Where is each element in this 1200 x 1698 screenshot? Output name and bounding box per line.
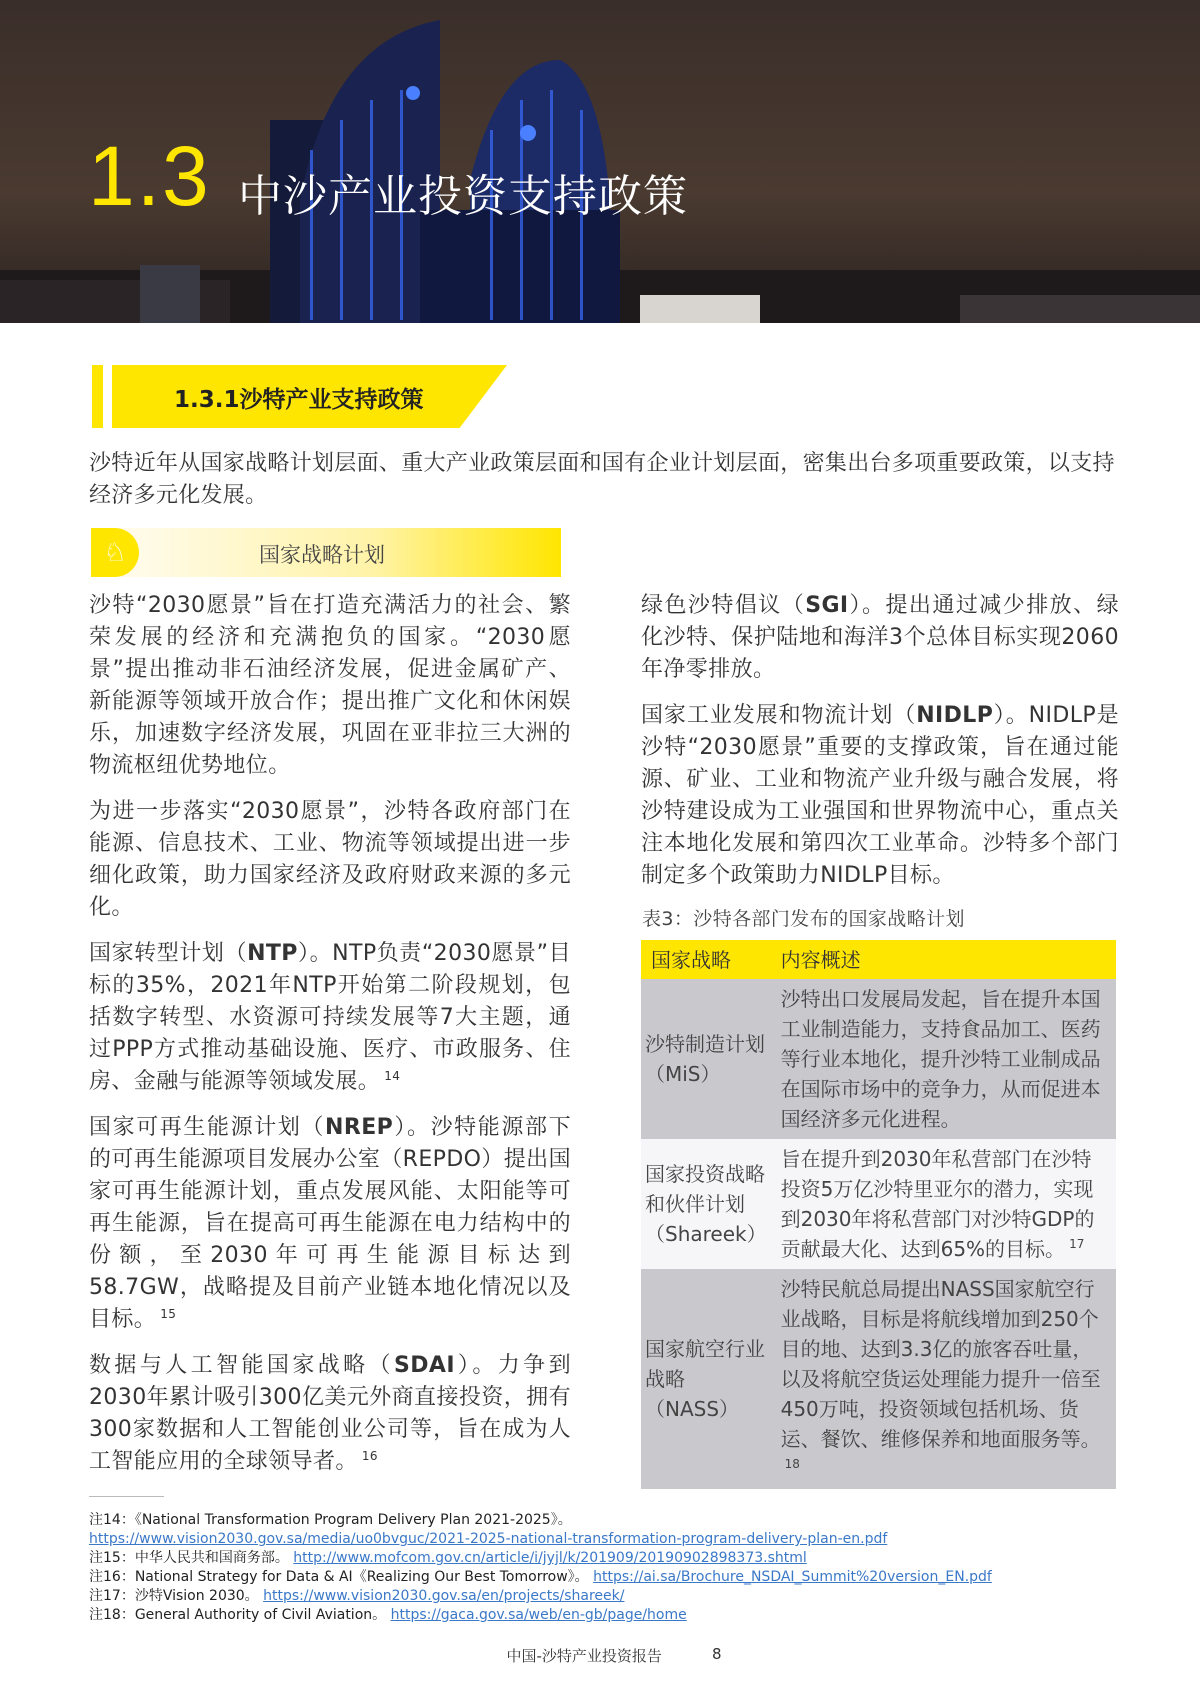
main-content bbox=[89, 590, 1119, 1666]
footnote-ref[interactable]: 17 bbox=[1069, 1237, 1085, 1251]
footnote-18: 注18：General Authority of Civil Aviation。 https://gaca.gov.sa/web/en-gb/page/home bbox=[89, 1607, 687, 1623]
footnote-ref[interactable]: 15 bbox=[160, 1307, 177, 1321]
footnote-link[interactable]: https://ai.sa/Brochure_NSDAI_Summit%20version_EN.pdf bbox=[593, 1569, 992, 1585]
footnote-14: 注14：《National Transformation Program Delivery Plan 2021-2025》。 bbox=[89, 1512, 572, 1528]
table-header-row bbox=[641, 940, 1116, 979]
table-row bbox=[641, 1139, 1116, 1269]
paragraph: 为进一步落实“2030愿景”，沙特各政府部门在能源、信息技术、工业、物流等领域提出进一步细化政策，助力国家经济及政府财政来源的多元化。 bbox=[89, 799, 571, 920]
strategy-description: 沙特出口发展局发起，旨在提升本国工业制造能力，支持食品加工、医药等行业本地化，提升沙特工业制成品在国际市场中的竞争力，从而促进本国经济多元化进程。 bbox=[780, 987, 1101, 1131]
strategy-description: 旨在提升到2030年私营部门在沙特投资5万亿沙特里亚尔的潜力，实现到2030年将私营部门对沙特GDP的贡献最大化、达到65%的目标。 bbox=[780, 1147, 1095, 1261]
strategy-name: 国家航空行业战略（NASS） bbox=[645, 1337, 765, 1421]
accent-bar bbox=[92, 365, 103, 428]
two-column-body bbox=[89, 590, 1119, 1492]
intro-paragraph: 沙特近年从国家战略计划层面、重大产业政策层面和国有企业计划层面，密集出台多项重要政策，以支持经济多元化发展。 bbox=[89, 451, 1115, 508]
footnote-link[interactable]: https://www.vision2030.gov.sa/media/uo0bvguc/2021-2025-national-transformation-program-delivery-plan-en.pdf bbox=[89, 1531, 888, 1547]
footnote-link[interactable]: https://www.vision2030.gov.sa/en/projects/shareek/ bbox=[263, 1588, 625, 1604]
table-row bbox=[641, 1269, 1116, 1489]
strategy-description: 沙特民航总局提出NASS国家航空行业战略，目标是将航线增加到250个目的地、达到3.3亿的旅客吞吐量，以及将航空货运处理能力提升一倍至450万吨，投资领域包括机场、货运、餐饮、维修保养和地面服务等。 bbox=[780, 1277, 1101, 1451]
footnote-17: 注17：沙特Vision 2030。 https://www.vision2030.gov.sa/en/projects/shareek/ bbox=[89, 1588, 625, 1604]
paragraph-sgi: 绿色沙特倡议（SGI）。提出通过减少排放、绿化沙特、保护陆地和海洋3个总体目标实现2060年净零排放。 bbox=[641, 593, 1119, 682]
footnote-link[interactable]: https://gaca.gov.sa/web/en-gb/page/home bbox=[390, 1607, 687, 1623]
page-number: 8 bbox=[711, 1645, 722, 1663]
footnote-ref[interactable]: 14 bbox=[384, 1069, 401, 1083]
section-heading bbox=[92, 365, 512, 428]
footnote-15: 注15：中华人民共和国商务部。 http://www.mofcom.gov.cn/article/i/jyjl/k/201909/20190902898373.shtml bbox=[89, 1550, 807, 1566]
left-column bbox=[89, 590, 571, 1492]
page-footer bbox=[89, 1645, 1119, 1666]
hero-banner bbox=[0, 0, 1200, 323]
footnote-divider bbox=[89, 1496, 164, 1497]
chapter-number: 1.3 bbox=[88, 129, 211, 223]
subsection-title: 国家战略计划 bbox=[259, 543, 385, 567]
column-header: 国家战略 bbox=[641, 940, 771, 979]
strategy-name: 沙特制造计划（MiS） bbox=[645, 1032, 765, 1086]
paragraph-nrep: 国家可再生能源计划（NREP）。沙特能源部下的可再生能源项目发展办公室（REPDO）提出国家可再生能源计划，重点发展风能、太阳能等可再生能源，旨在提高可再生能源在电力结构中的份额，至2030年可再生能源目标达到58.7GW，战略提及目前产业链本地化情况以及目标。 $^{15}$ bbox=[89, 1115, 571, 1332]
footnote-ref[interactable]: 16 bbox=[361, 1449, 378, 1463]
footer-title: 中国-沙特产业投资报告 bbox=[506, 1647, 662, 1665]
footnote-ref[interactable]: 18 bbox=[784, 1457, 800, 1471]
subsection-heading bbox=[91, 528, 561, 577]
paragraph-sdai: 数据与人工智能国家战略（SDAI）。力争到2030年累计吸引300亿美元外商直接投资，拥有300家数据和人工智能创业公司等，旨在成为人工智能应用的全球领导者。 $^{16}$ bbox=[89, 1353, 571, 1474]
footnote-link[interactable]: http://www.mofcom.gov.cn/article/i/jyjl/k/201909/20190902898373.shtml bbox=[293, 1550, 807, 1566]
paragraph-nidlp: 国家工业发展和物流计划（NIDLP）。NIDLP是沙特“2030愿景”重要的支撑政策，旨在通过能源、矿业、工业和物流产业升级与融合发展，将沙特建设成为工业强国和世界物流中心，重点关注本地化发展和第四次工业革命。沙特多个部门制定多个政策助力NIDLP目标。 bbox=[641, 703, 1119, 888]
column-header: 内容概述 bbox=[771, 940, 1116, 979]
right-column bbox=[641, 590, 1119, 1489]
knight-chess-icon: ♘ bbox=[91, 528, 139, 577]
paragraph: 沙特“2030愿景”旨在打造充满活力的社会、繁荣发展的经济和充满抱负的国家。“2030愿景”提出推动非石油经济发展，促进金属矿产、新能源等领域开放合作；提出推广文化和休闲娱乐，加速数字经济发展，巩固在亚非拉三大洲的物流枢纽优势地位。 bbox=[89, 593, 571, 778]
footnotes bbox=[89, 1511, 1119, 1625]
section-title: 1.3.1沙特产业支持政策 bbox=[174, 387, 424, 413]
table-row bbox=[641, 979, 1116, 1139]
strategy-name: 国家投资战略和伙伴计划（Shareek） bbox=[645, 1162, 767, 1246]
strategy-table bbox=[641, 940, 1116, 1489]
footnote-14-link-line bbox=[89, 1530, 1119, 1549]
table-caption: 表3：沙特各部门发布的国家战略计划 bbox=[642, 908, 965, 930]
paragraph-ntp: 国家转型计划（NTP）。NTP负责“2030愿景”目标的35%，2021年NTP开始第二阶段规划，包括数字转型、水资源可持续发展等7大主题，通过PPP方式推动基础设施、医疗、市政服务、住房、金融与能源等领域发展。 $^{14}$ bbox=[89, 941, 571, 1094]
footnote-16: 注16：National Strategy for Data & AI《Realizing Our Best Tomorrow》。 https://ai.sa/Brochure_NSDAI_Summit%20version_EN.pdf bbox=[89, 1569, 992, 1585]
chapter-title: 中沙产业投资支持政策 bbox=[238, 171, 688, 222]
